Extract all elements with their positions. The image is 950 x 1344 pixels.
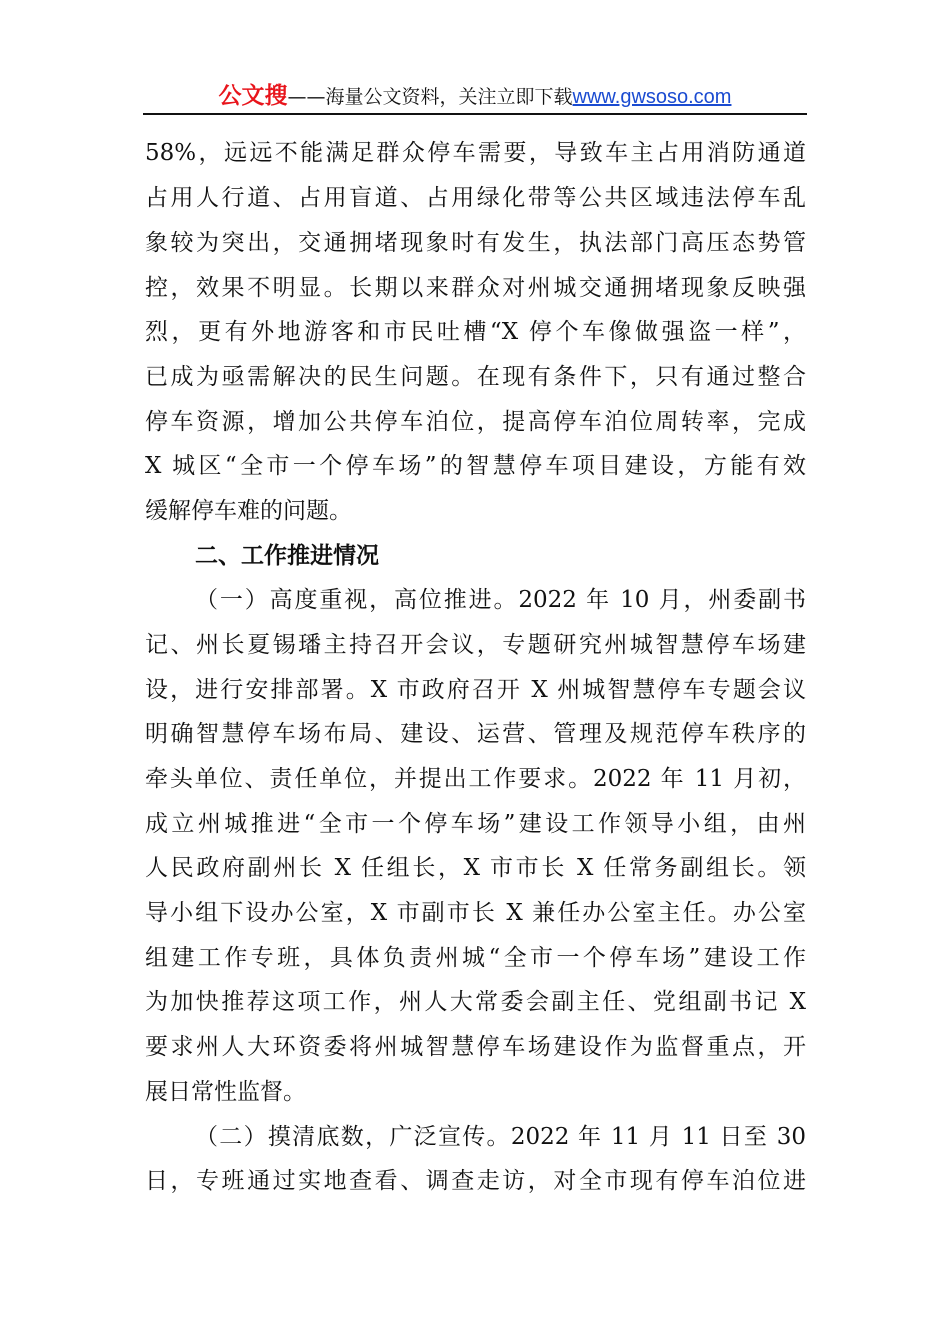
body-line: 烈，更有外地游客和市民吐槽“X 停个车像做强盗一样”， — [145, 319, 806, 345]
body-line: 要求州人大环资委将州城智慧停车场建设作为监督重点，开 — [145, 1034, 806, 1060]
brand-logo-text: 公文搜 — [218, 83, 288, 109]
body-line: 已成为亟需解决的民生问题。在现有条件下，只有通过整合 — [145, 364, 806, 390]
body-line: 设，进行安排部署。X 市政府召开 X 州城智慧停车专题会议 — [145, 677, 806, 703]
body-line: 导小组下设办公室，X 市副市长 X 兼任办公室主任。办公室 — [145, 900, 806, 926]
body-line: 明确智慧停车场布局、建设、运营、管理及规范停车秩序的 — [145, 721, 806, 747]
body-line: 58%，远远不能满足群众停车需要，导致车主占用消防通道 — [145, 140, 806, 166]
body-line: 为加快推荐这项工作，州人大常委会副主任、党组副书记 X — [145, 989, 806, 1015]
body-line: 人民政府副州长 X 任组长，X 市市长 X 任常务副组长。领 — [145, 855, 806, 881]
body-line: 控，效果不明显。长期以来群众对州城交通拥堵现象反映强 — [145, 275, 806, 301]
body-line: 缓解停车难的问题。 — [145, 498, 352, 524]
body-line: 记、州长夏锡璠主持召开会议，专题研究州城智慧停车场建 — [145, 632, 806, 658]
body-line: （二）摸清底数，广泛宣传。2022 年 11 月 11 日至 30 — [195, 1124, 806, 1150]
body-line: 成立州城推进“全市一个停车场”建设工作领导小组，由州 — [145, 811, 806, 837]
header-slogan: ——海量公文资料，关注立即下载 — [287, 86, 573, 108]
body-line: （一）高度重视，高位推进。2022 年 10 月，州委副书 — [195, 587, 806, 613]
section-heading: 二、工作推进情况 — [195, 543, 379, 569]
body-line: 占用人行道、占用盲道、占用绿化带等公共区域违法停车乱 — [145, 185, 806, 211]
body-line: X 城区“全市一个停车场”的智慧停车项目建设，方能有效 — [145, 453, 806, 479]
body-line: 组建工作专班，具体负责州城“全市一个停车场”建设工作 — [145, 945, 806, 971]
document-header — [143, 82, 807, 111]
body-line: 停车资源，增加公共停车泊位，提高停车泊位周转率，完成 — [145, 409, 806, 435]
body-line: 日，专班通过实地查看、调查走访，对全市现有停车泊位进 — [145, 1168, 806, 1194]
header-divider — [143, 113, 807, 115]
website-link[interactable]: www.gwsoso.com — [572, 86, 732, 108]
body-line: 象较为突出，交通拥堵现象时有发生，执法部门高压态势管 — [145, 230, 806, 256]
body-line: 展日常性监督。 — [145, 1079, 306, 1105]
body-line: 牵头单位、责任单位，并提出工作要求。2022 年 11 月初， — [145, 766, 806, 792]
